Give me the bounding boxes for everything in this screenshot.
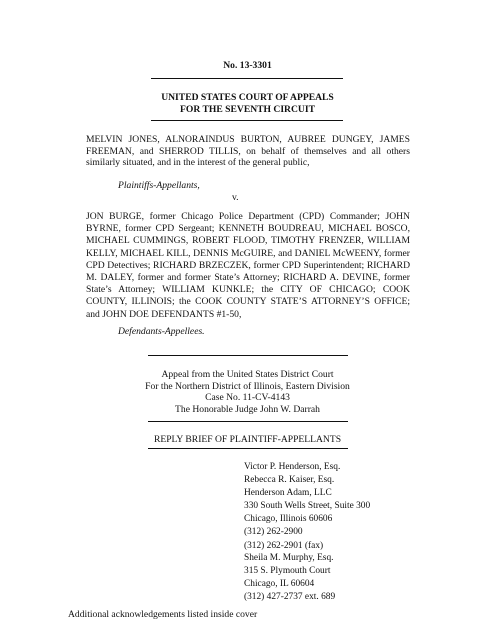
counsel-2-line: (312) 427-2737 ext. 689 [244,592,336,603]
court-name-line-1: UNITED STATES COURT OF APPEALS [161,92,334,103]
court-name [0,92,495,116]
counsel-1-line: Rebecca R. Kaiser, Esq. [244,475,335,486]
brief-title: REPLY BRIEF OF PLAINTIFF-APPELLANTS [153,434,342,445]
counsel-2-line: Chicago, IL 60604 [244,579,315,590]
court-name-line-2: FOR THE SEVENTH CIRCUIT [180,104,315,115]
divider-title [148,448,348,449]
defendants-role: Defendants-Appellees. [118,326,205,337]
counsel-block-1 [244,461,370,553]
plaintiffs-paragraph: MELVIN JONES, ALNORAINDUS BURTON, AUBREE DUNGEY, JAMES FREEMAN, and SHERROD TILLIS, on behalf of themselves and all others similarly situated, and in the interest of the general public, [86,134,410,169]
appeal-line-3: Case No. 11-CV-4143 [205,392,290,404]
divider-appeal-bottom [148,421,348,422]
counsel-1-line: Victor P. Henderson, Esq. [244,462,341,472]
counsel-2-line: Sheila M. Murphy, Esq. [244,553,334,563]
case-number: No. 13-3301 [223,60,272,71]
counsel-2-line: 315 S. Plymouth Court [244,566,331,577]
plaintiffs-role: Plaintiffs-Appellants, [118,180,200,191]
counsel-1-line: Henderson Adam, LLC [244,488,332,499]
divider-appeal-top [148,355,348,356]
defendants-paragraph: JON BURGE, former Chicago Police Department (CPD) Commander; JOHN BYRNE, former CPD Sergeant; KENNETH BOUDREAU, MICHAEL BOSCO, MICHAEL CUMMINGS, ROBERT FLOOD, TIMOTHY FRENZER, WILLIAM KELLY, MICHAEL KILL, DENNIS McGUIRE, and DANIEL McWEENY, former CPD Detectives; RICHARD BRZECZEK, former CPD Superintendent; RICHARD M. DALEY, former and former State’s Attorney; RICHARD A. DEVINE, former State’s Attorney; WILLIAM KUNKLE; the CITY OF CHICAGO; COOK COUNTY, ILLINOIS; the COOK COUNTY STATE’S ATTORNEY’S OFFICE; and JOHN DOE DEFENDANTS #1-50, [86,211,410,320]
counsel-block-2 [244,552,335,604]
divider-court [151,120,343,121]
counsel-1-line: 330 South Wells Street, Suite 300 [244,501,371,512]
appeal-line-4: The Honorable Judge John W. Darrah [175,403,320,415]
counsel-1-line: (312) 262-2901 (fax) [244,540,324,551]
appeal-block [0,369,495,415]
footer-note: Additional acknowledgements listed inside cover [68,609,258,620]
divider-top [151,78,343,79]
counsel-1-line: Chicago, Illinois 60606 [244,514,333,525]
versus-label: v. [232,192,239,203]
appeal-line-1: Appeal from the United States District Court [161,369,334,380]
appeal-line-2: For the Northern District of Illinois, Eastern Division [145,380,350,392]
counsel-1-line: (312) 262-2900 [244,527,303,538]
